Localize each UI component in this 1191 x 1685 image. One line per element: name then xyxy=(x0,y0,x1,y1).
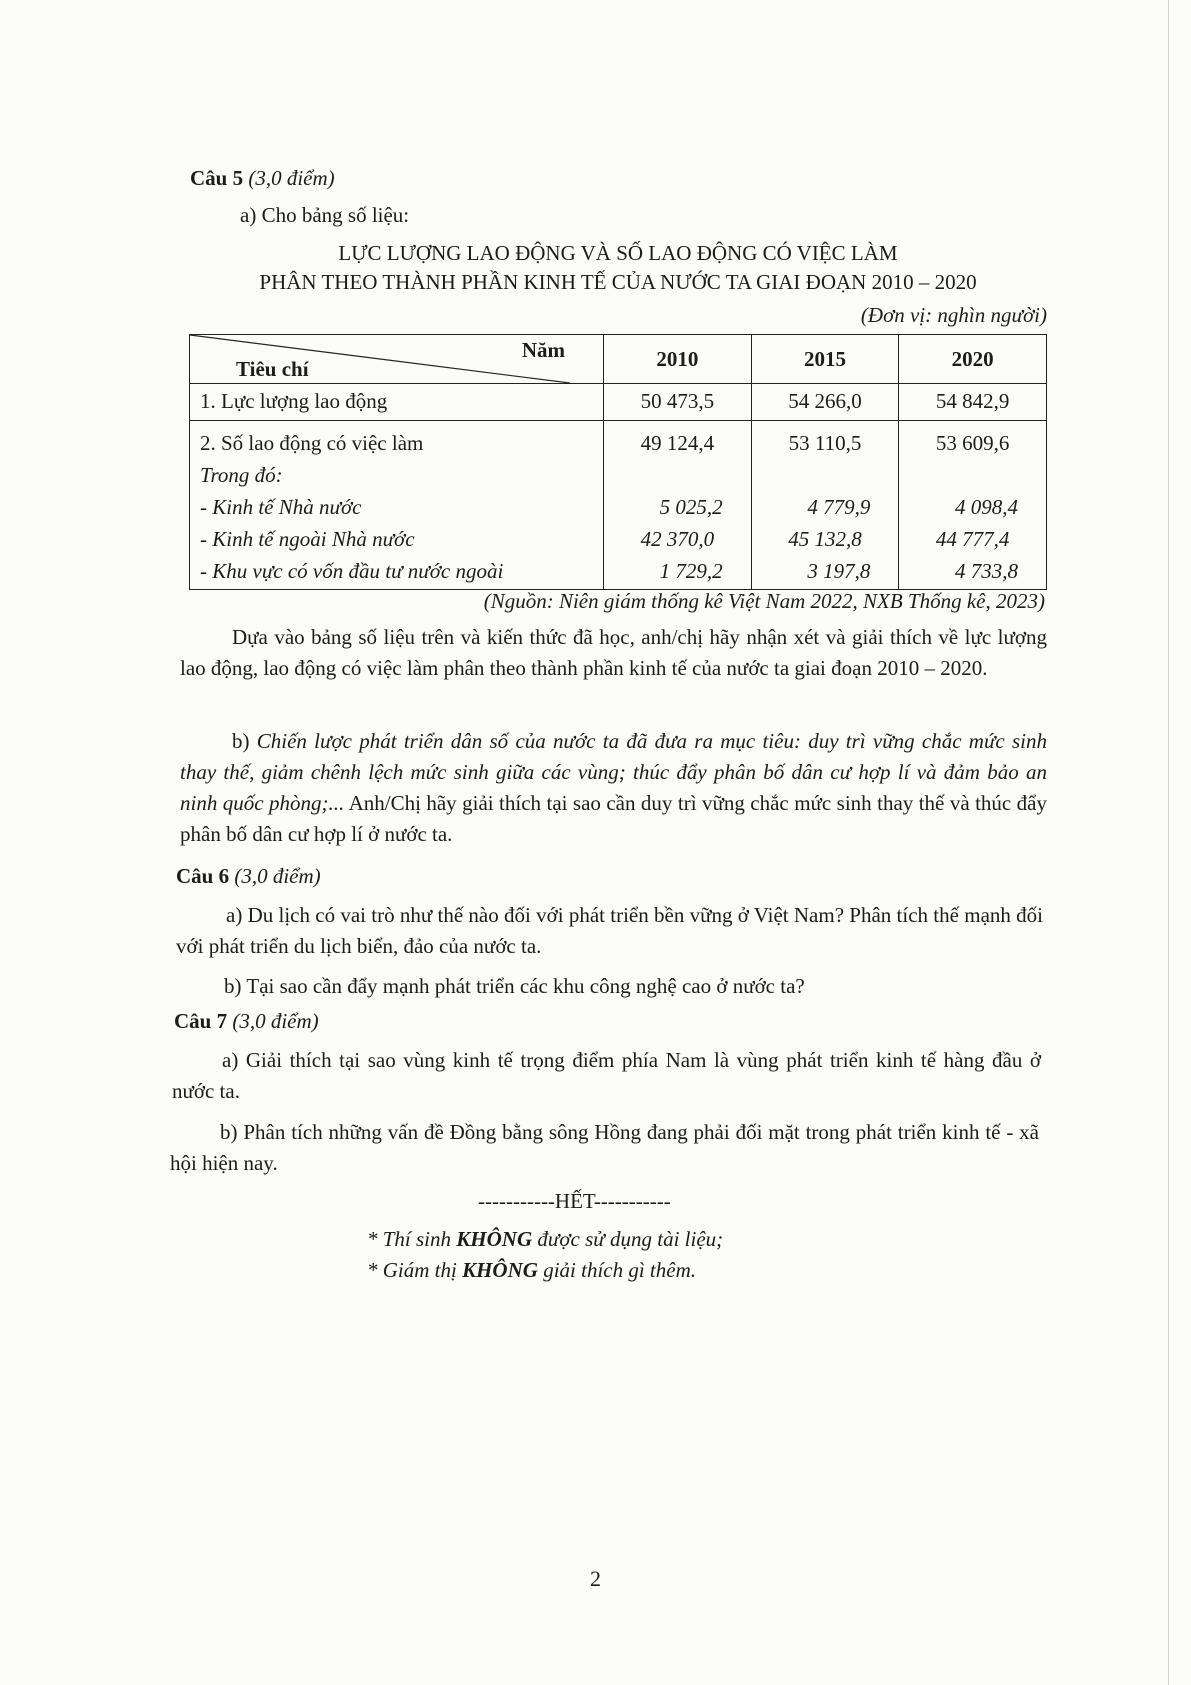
row-value: 42 370,0 xyxy=(640,527,715,551)
row-value: 4 779,9 xyxy=(807,495,871,519)
q7-title: Câu 7 xyxy=(174,1009,228,1033)
table-unit: (Đơn vị: nghìn người) xyxy=(860,303,1047,327)
row-label: Trong đó: xyxy=(200,463,283,487)
header-criteria-label: Tiêu chí xyxy=(236,357,309,381)
table-row-group xyxy=(190,421,1047,590)
note2-pre: * Giám thị xyxy=(367,1258,457,1282)
q6-heading xyxy=(176,863,321,890)
end-marker: -----------HẾT----------- xyxy=(478,1189,671,1213)
col-2020-values xyxy=(899,421,1047,590)
q7-heading xyxy=(174,1008,319,1035)
row-value: 44 777,4 xyxy=(935,527,1010,551)
row-label: - Kinh tế ngoài Nhà nước xyxy=(200,527,415,551)
col-2015-values xyxy=(751,421,899,590)
note-candidates xyxy=(367,1226,723,1253)
row-value: 45 132,8 xyxy=(788,527,862,551)
note2-bold: KHÔNG xyxy=(462,1258,538,1282)
table-row xyxy=(190,384,1047,421)
row-value: 4 098,4 xyxy=(955,495,1018,519)
row-value: 54 266,0 xyxy=(751,384,899,421)
table-corner-cell xyxy=(190,335,604,384)
row-label: 2. Số lao động có việc làm xyxy=(200,431,424,455)
note1-bold: KHÔNG xyxy=(456,1227,533,1251)
row-value: 50 473,5 xyxy=(604,384,752,421)
q7-points: (3,0 điểm) xyxy=(232,1009,319,1033)
q6-points: (3,0 điểm) xyxy=(234,864,321,888)
q5-points: (3,0 điểm) xyxy=(248,166,335,190)
header-year-2015: 2015 xyxy=(751,335,899,384)
row-label: - Khu vực có vốn đầu tư nước ngoài xyxy=(200,559,504,583)
q6-title: Câu 6 xyxy=(176,864,230,888)
note2-post: giải thích gì thêm. xyxy=(543,1258,697,1282)
q5-title: Câu 5 xyxy=(190,166,244,190)
row-value: 49 124,4 xyxy=(640,431,715,455)
q5-b-prefix: b) xyxy=(232,729,250,753)
row-value-empty xyxy=(909,459,1036,491)
labor-table xyxy=(189,334,1047,590)
q5-b-text: Anh/Chị hãy giải thích tại sao cần duy trì vững chắc mức sinh thay thế và thúc đẩy phân bố dân cư hợp lí ở nước ta. xyxy=(180,791,1047,846)
q7-b: b) Phân tích những vấn đề Đồng bằng sông Hồng đang phải đối mặt trong phát triển kinh tế - xã hội hiện nay. xyxy=(170,1120,1039,1175)
q5-a-intro: a) Cho bảng số liệu: xyxy=(240,203,410,227)
header-year-label: Năm xyxy=(521,338,566,362)
q5-b-italic: Chiến lược phát triển dân số của nước ta đã đưa ra mục tiêu: duy trì vững chắc mức sinh thay thế, giảm chênh lệch mức sinh giữa các vùng; thúc đẩy phân bố dân cư hợp lí và đảm bảo an ninh quốc phòng;... xyxy=(180,729,1048,815)
row-value: 54 842,9 xyxy=(899,384,1047,421)
table-source: (Nguồn: Niên giám thống kê Việt Nam 2022, NXB Thống kê, 2023) xyxy=(483,589,1045,613)
note-proctors xyxy=(367,1257,696,1284)
row-value-empty xyxy=(614,459,741,491)
row-value: 3 197,8 xyxy=(807,559,871,583)
row-value: 1 729,2 xyxy=(659,559,723,583)
q6-b: b) Tại sao cần đẩy mạnh phát triển các khu công nghệ cao ở nước ta? xyxy=(224,974,805,998)
row-value: 4 733,8 xyxy=(955,559,1018,583)
q5-b-question xyxy=(180,726,1047,850)
q5-a-question xyxy=(180,622,1047,684)
table-title-line-1: LỰC LƯỢNG LAO ĐỘNG VÀ SỐ LAO ĐỘNG CÓ VIỆC LÀM xyxy=(338,241,898,265)
q7-a: a) Giải thích tại sao vùng kinh tế trọng điểm phía Nam là vùng phát triển kinh tế hàng đầu ở nước ta. xyxy=(172,1048,1041,1103)
row-value-empty xyxy=(762,459,889,491)
q5-a-question-text: Dựa vào bảng số liệu trên và kiến thức đã học, anh/chị hãy nhận xét và giải thích về lực lượng lao động, lao động có việc làm phân theo thành phần kinh tế của nước ta giai đoạn 2010 – 2020. xyxy=(180,625,1047,680)
q6-a: a) Du lịch có vai trò như thế nào đối với phát triển bền vững ở Việt Nam? Phân tích thế mạnh đối với phát triển du lịch biển, đảo của nước ta. xyxy=(176,903,1043,958)
q5-heading xyxy=(190,165,335,192)
header-year-2010: 2010 xyxy=(604,335,752,384)
row-value: 5 025,2 xyxy=(659,495,723,519)
row-label: - Kinh tế Nhà nước xyxy=(200,495,362,519)
row-value: 53 609,6 xyxy=(935,431,1010,455)
row-labels-employed xyxy=(190,421,604,590)
table-title-line-2: PHÂN THEO THÀNH PHẦN KINH TẾ CỦA NƯỚC TA GIAI ĐOẠN 2010 – 2020 xyxy=(259,270,977,294)
page-number: 2 xyxy=(590,1566,601,1591)
note1-post: được sử dụng tài liệu; xyxy=(537,1227,724,1251)
row-label: 1. Lực lượng lao động xyxy=(190,384,604,421)
col-2010-values xyxy=(604,421,752,590)
table-header-row xyxy=(190,335,1047,384)
note1-pre: * Thí sinh xyxy=(367,1227,452,1251)
row-value: 53 110,5 xyxy=(788,431,862,455)
header-year-2020: 2020 xyxy=(899,335,1047,384)
scan-edge-line xyxy=(1168,0,1169,1685)
